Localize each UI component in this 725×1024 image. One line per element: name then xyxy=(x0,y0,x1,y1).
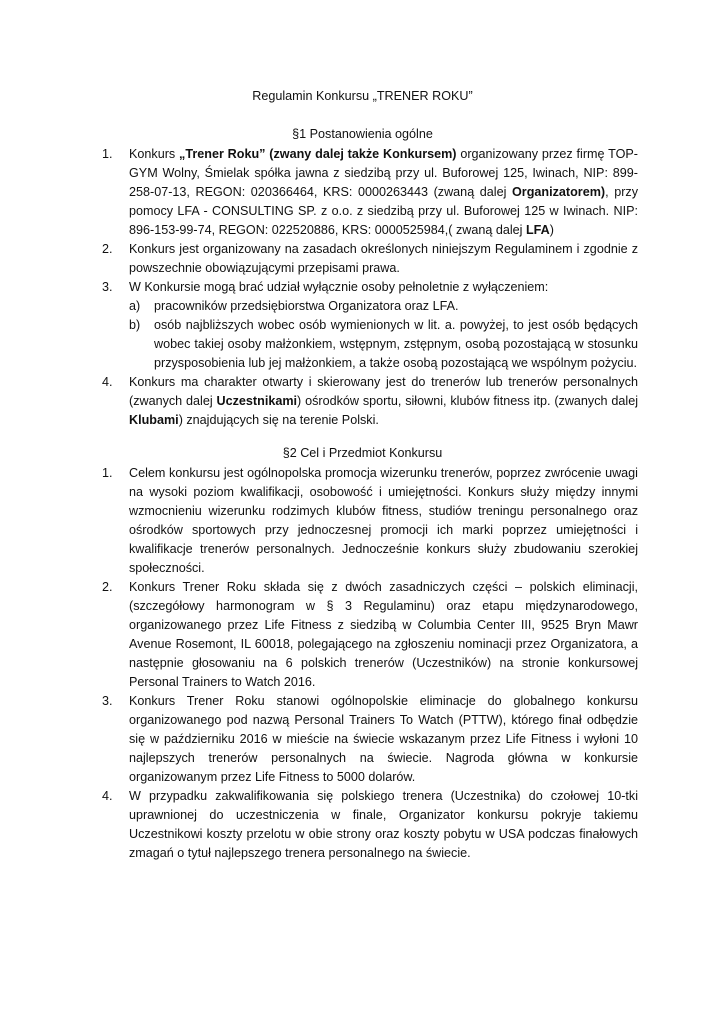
item-text xyxy=(129,464,638,578)
section-1 xyxy=(0,125,725,430)
text-run: ) ośrodków sportu, siłowni, klubów fitness itp. (zwanych dalej xyxy=(297,394,638,408)
list-item xyxy=(0,578,725,692)
section-2 xyxy=(0,444,725,863)
sub-item-text: osób najbliższych wobec osób wymienionych w lit. a. powyżej, to jest osób będących wobec takiej osoby małżonkiem, wstępnym, zstępnym, osobą pozostającą w stosunku przysposobienia lub jej małżonkiem, a także osobą pozostającą we wspólnym pożyciu. xyxy=(154,318,638,370)
bold-term: Uczestnikami xyxy=(216,394,298,408)
item-text xyxy=(129,278,638,297)
text-run: ) xyxy=(549,223,554,237)
item-number: 1. xyxy=(102,466,113,480)
text-run: organizowany przez firmę TOP-GYM Wolny, Śmielak spółka jawna z siedzibą przy ul. Buforowej 125, Iwinach, NIP: 899-258-07-13, REGON: 020366464, KRS: 0000263443 (zwaną dalej xyxy=(129,147,638,199)
list-item xyxy=(0,464,725,578)
section-1-list xyxy=(0,145,725,430)
list-item xyxy=(0,692,725,787)
section-1-heading: §1 Postanowienia ogólne xyxy=(292,127,433,141)
text-run: ) znajdujących się na terenie Polski. xyxy=(178,413,379,427)
item-number: 2. xyxy=(102,580,113,594)
text-run: Konkurs jest organizowany na zasadach określonych niniejszym Regulaminem i zgodnie z powszechnie obowiązującymi przepisami prawa. xyxy=(129,242,638,275)
item-text xyxy=(129,240,638,278)
list-item xyxy=(0,145,725,240)
sub-list xyxy=(129,297,638,373)
sub-list-item xyxy=(129,316,638,373)
text-run: Celem konkursu jest ogólnopolska promocja wizerunku trenerów, poprzez zwrócenie uwagi na wysoki poziom kwalifikacji, osobowość i umiejętności. Konkurs służy między innymi wzmocnieniu wizerunku rodzimych klubów fitness, studiów treningu personalnego oraz ośrodków sportowych przy jednoczesnej promocji ich marki poprzez umiejętności i kwalifikacje trenerów personalnych. Jednocześnie konkurs służy zbudowaniu szerokiej społeczności. xyxy=(129,466,638,575)
list-item xyxy=(0,278,725,373)
text-run: Konkurs xyxy=(129,147,180,161)
item-number: 1. xyxy=(102,147,113,161)
item-number: 3. xyxy=(102,694,113,708)
list-item xyxy=(0,787,725,863)
item-number: 4. xyxy=(102,789,113,803)
item-number: 3. xyxy=(102,280,113,294)
text-run: , przy pomocy LFA - CONSULTING SP. z o.o. z siedzibą przy ul. Buforowej 125 w Iwinach. NIP: 896-153-99-74, REGON: 022520886, KRS: 0000525984,( zwaną dalej xyxy=(129,185,638,237)
section-2-list xyxy=(0,464,725,863)
text-run: Konkurs Trener Roku stanowi ogólnopolskie eliminacje do globalnego konkursu organizowanego pod nazwą Personal Trainers To Watch (PTTW), którego finał odbędzie się w październiku 2016 w mieście na świecie wskazanym przez Life Fitness i wyłoni 10 najlepszych trenerów personalnych na świecie. Nagroda główna w konkursie organizowanym przez Life Fitness to 5000 dolarów. xyxy=(129,694,638,784)
text-run: Konkurs Trener Roku składa się z dwóch zasadniczych części – polskich eliminacji, (szczegółowy harmonogram w § 3 Regulaminu) oraz etapu międzynarodowego, organizowanego przez Life Fitness z siedzibą w Columbia Center III, 9525 Bryn Mawr Avenue Rosemont, IL 60018, polegającego na zgłoszeniu nominacji przez Organizatora, a następnie głosowaniu na 6 polskich trenerów (Uczestników) na stronie konkursowej Personal Trainers to Watch 2016. xyxy=(129,580,638,689)
bold-term: Klubami xyxy=(129,413,179,427)
text-run: W przypadku zakwalifikowania się polskiego trenera (Uczestnika) do czołowej 10-tki uprawnionej do uczestniczenia w finale, Organizator konkursu pokryje takiemu Uczestnikowi koszty przelotu w obie strony oraz koszty pobytu w USA podczas finałowych zmagań o tytuł najlepszego trenera personalnego na świecie. xyxy=(129,789,638,860)
item-number: 2. xyxy=(102,242,113,256)
sub-item-text: pracowników przedsiębiorstwa Organizatora oraz LFA. xyxy=(154,299,459,313)
section-2-heading: §2 Cel i Przedmiot Konkursu xyxy=(282,446,443,460)
document-title: Regulamin Konkursu „TRENER ROKU” xyxy=(252,89,473,103)
item-text xyxy=(129,578,638,692)
sub-list-item xyxy=(129,297,638,316)
text-run: W Konkursie mogą brać udział wyłącznie osoby pełnoletnie z wyłączeniem: xyxy=(129,280,549,294)
item-number: 4. xyxy=(102,375,113,389)
item-text xyxy=(129,787,638,863)
sub-item-letter: a) xyxy=(129,299,141,313)
list-item xyxy=(0,240,725,278)
bold-term: LFA xyxy=(525,223,550,237)
item-text xyxy=(129,145,638,240)
item-text xyxy=(129,692,638,787)
sub-item-letter: b) xyxy=(129,318,141,332)
list-item xyxy=(0,373,725,430)
bold-term: Organizatorem) xyxy=(512,185,606,199)
item-text xyxy=(129,373,638,430)
bold-term: „Trener Roku” (zwany dalej także Konkursem) xyxy=(179,147,457,161)
text-run: Konkurs ma charakter otwarty i skierowany jest do trenerów lub trenerów personalnych (zwanych dalej xyxy=(129,375,638,408)
